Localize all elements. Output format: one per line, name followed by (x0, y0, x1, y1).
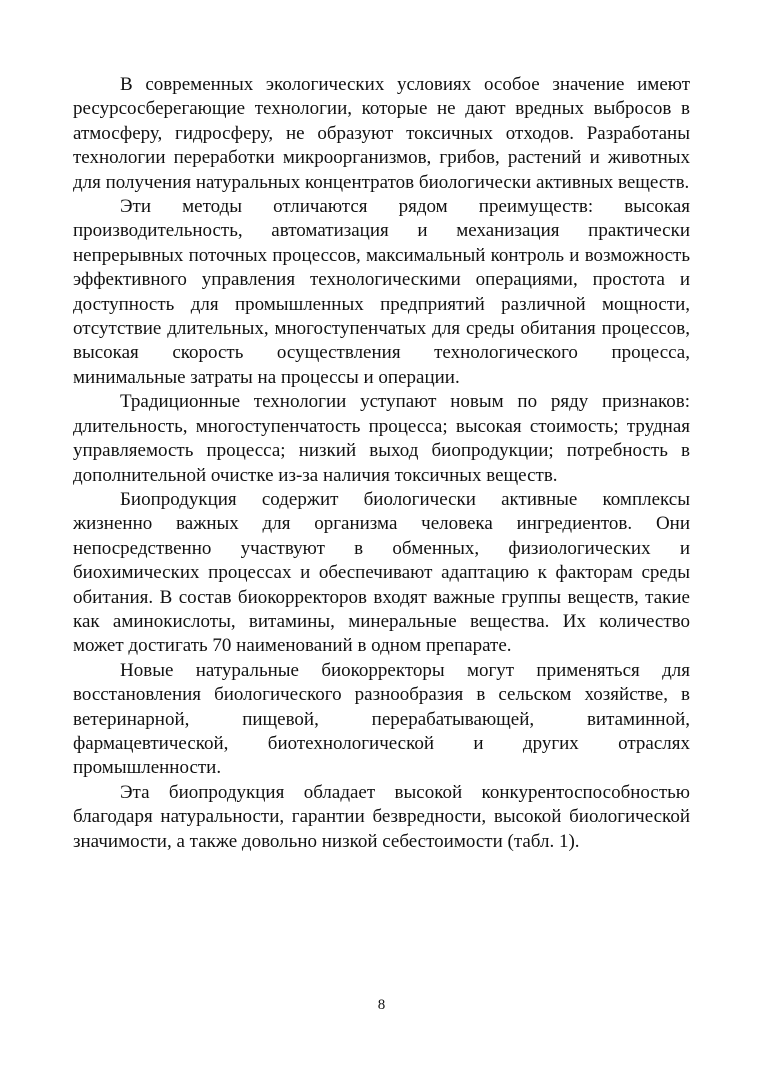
paragraph-biocorrector-use: Новые натуральные биокорректоры могут применяться для восстановления биологического разнообразия в сельском хозяйстве, в ветеринарной, пищевой, перерабатывающей, витаминной, фармацевтической, биотехнологической и других отраслях промышленности. (73, 659, 690, 779)
body-text (73, 73, 690, 854)
paragraph-resource-saving: В современных экологических условиях особое значение имеют ресурсосберегающие технологии, которые не дают вредных выбросов в атмосферу, гидросферу, не образуют токсичных отходов. Разработаны технологии переработки микроорганизмов, грибов, растений и животных для получения натуральных концентратов биологически активных веществ. (73, 74, 690, 193)
paragraph-competitiveness: Эта биопродукция обладает высокой конкурентоспособностью благодаря натуральности, гарантии безвредности, высокой биологической значимости, а также довольно низкой себестоимости (табл. 1). (73, 781, 690, 852)
page-number: 8 (377, 997, 386, 1013)
paragraph-method-advantages: Эти методы отличаются рядом преимуществ: высокая производительность, автоматизация и механизация практически непрерывных поточных процессов, максимальный контроль и возможность эффективного управления технологическими операциями, простота и доступность для промышленных предприятий различной мощности, отсутствие длительных, многоступенчатых для среды обитания процессов, высокая скорость осуществления технологического процесса, минимальные затраты на процессы и операции. (73, 196, 690, 388)
paragraph-traditional-technologies: Традиционные технологии уступают новым по ряду признаков: длительность, многоступенчатость процесса; высокая стоимость; трудная управляемость процесса; низкий выход биопродукции; потребность в дополнительной очистке из-за наличия токсичных веществ. (73, 391, 690, 486)
paragraph-bioproduct-content: Биопродукция содержит биологически активные комплексы жизненно важных для организма человека ингредиентов. Они непосредственно участвуют в обменных, физиологических и биохимических процессах и обеспечивают адаптацию к факторам среды обитания. В состав биокорректоров входят важные группы веществ, такие как аминокислоты, витамины, минеральные вещества. Их количество может достигать 70 наименований в одном препарате. (73, 488, 690, 657)
